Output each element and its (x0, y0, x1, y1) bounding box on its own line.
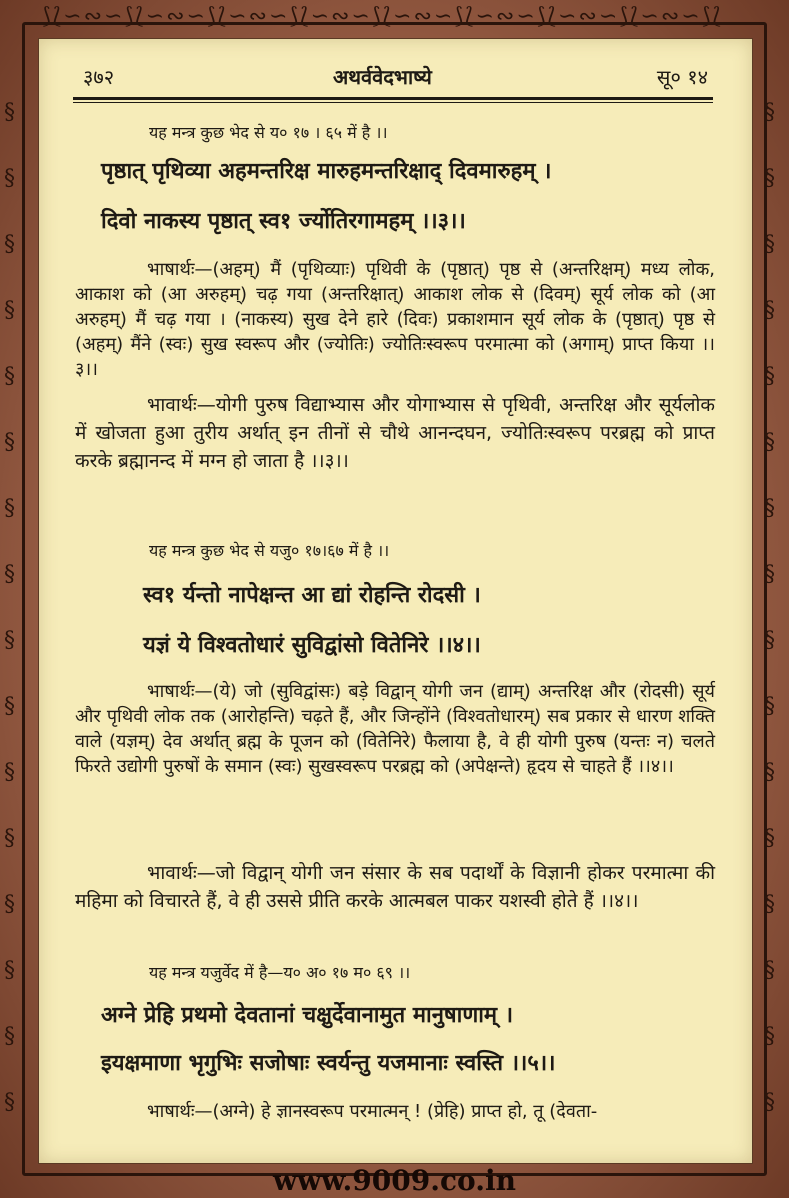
frame-ornament-top: ⟆⟅∽∾∽⟆⟅∽∾∽⟆⟅∽∾∽⟆⟅∽∾∽⟆⟅∽∾∽⟆⟅∽∾∽⟆⟅∽∾∽⟆⟅∽∾∽⟆⟅ (42, 4, 723, 29)
reference-note: यह मन्त्र कुछ भेद से यजु० १७।६७ में है ।। (149, 541, 390, 560)
bhashartha-paragraph: भाषार्थः—(ये) जो (सुविद्वांसः) बड़े विद्वान् योगी जन (द्याम्) अन्तरिक्ष और (रोदसी) सूर्य और पृथिवी लोक तक (आरोहन्ति) चढ़ते हैं, और जिन्होंने (विश्वतोधारम्) सब प्रकार से धारण शक्ति वाले (यज्ञम्) देव अर्थात् ब्रह्म के पूजन को (वितेनिरे) फैलाया है, वे ही योगी पुरुष (यन्तः न) चलते फिरते उद्योगी पुरुषों के समान (स्वः) सुखस्वरूप परब्रह्म को (अपेक्षन्ते) हृदय से चाहते हैं ।।४।। (75, 681, 715, 777)
website-link[interactable]: www.9009.co.in (273, 1164, 516, 1197)
mantra-line: पृष्ठात् पृथिव्या अहमन्तरिक्ष मारुहमन्तरिक्षाद् दिवमारुहम् । (101, 158, 552, 184)
mantra-line: अग्ने प्रेहि प्रथमो देवतानां चक्षुर्देवानामुत मानुषाणाम् । (101, 1002, 514, 1028)
bhavartha-paragraph: भावार्थः—योगी पुरुष विद्याभ्यास और योगाभ्यास से पृथिवी, अन्तरिक्ष और सूर्यलोक में खोजता हुआ तुरीय अर्थात् इन तीनों से चौथे आनन्दघन, ज्योतिःस्वरूप परब्रह्म को प्राप्त करके ब्रह्मानन्द में मग्न हो जाता है ।।३।। (75, 394, 715, 472)
frame-ornament-left: § § § § § § § § § § § § § § § § (4, 100, 15, 1115)
mantra-line: यज्ञं ये विश्वतोधारं सुविद्वांसो वितेनिरे ।।४।। (143, 632, 481, 658)
reference-note: यह मन्त्र यजुर्वेद में है—य० अ० १७ म० ६९ ।। (149, 963, 411, 982)
mantra-line: दिवो नाकस्य पृष्ठात् स्व१ र्ज्योतिरगामहम् ।।३।। (101, 208, 466, 234)
reference-note: यह मन्त्र कुछ भेद से य० १७ । ६५ में है ।। (149, 123, 388, 142)
bhashartha-paragraph: भाषार्थः—(अग्ने) हे ज्ञानस्वरूप परमात्मन् ! (प्रेहि) प्राप्त हो, तू (देवता- (147, 1101, 598, 1122)
header-rule (73, 97, 713, 100)
page-number: ३७२ (83, 65, 115, 89)
mantra-line: स्व१ र्यन्तो नापेक्षन्त आ द्यां रोहन्ति रोदसी । (143, 582, 481, 608)
book-title: अथर्ववेदभाष्ये (333, 65, 432, 89)
mantra-line: इयक्षमाणा भृगुभिः सजोषाः स्वर्यन्तु यजमानाः स्वस्ति ।।५।। (101, 1050, 556, 1076)
header-rule-thin (73, 102, 713, 103)
site-footer (0, 1162, 789, 1198)
bhashartha-paragraph: भाषार्थः—(अहम्) मैं (पृथिव्याः) पृथिवी के (पृष्ठात्) पृष्ठ से (अन्तरिक्षम्) मध्य लोक, आकाश को (आ अरुहम्) चढ़ गया (अन्तरिक्षात्) आकाश लोक से (दिवम्) सूर्य लोक को (आ अरुहम्) मैं चढ़ गया । (नाकस्य) सुख देने हारे (दिवः) प्रकाशमान सूर्य लोक के (पृष्ठात्) पृष्ठ से (अहम्) मैंने (स्वः) सुख स्वरूप और (ज्योतिः) ज्योतिःस्वरूप परमात्मा को (अगाम्) प्राप्त किया ।।३।। (75, 259, 715, 380)
running-header (83, 57, 708, 91)
sukta-number: सू० १४ (656, 65, 708, 89)
frame-ornament-right: § § § § § § § § § § § § § § § § (764, 100, 775, 1115)
scripture-page (38, 38, 753, 1164)
bhavartha-paragraph: भावार्थः—जो विद्वान् योगी जन संसार के सब पदार्थों के विज्ञानी होकर परमात्मा की महिमा को विचारते हैं, वे ही उससे प्रीति करके आत्मबल पाकर यशस्वी होते हैं ।।४।। (75, 862, 715, 912)
